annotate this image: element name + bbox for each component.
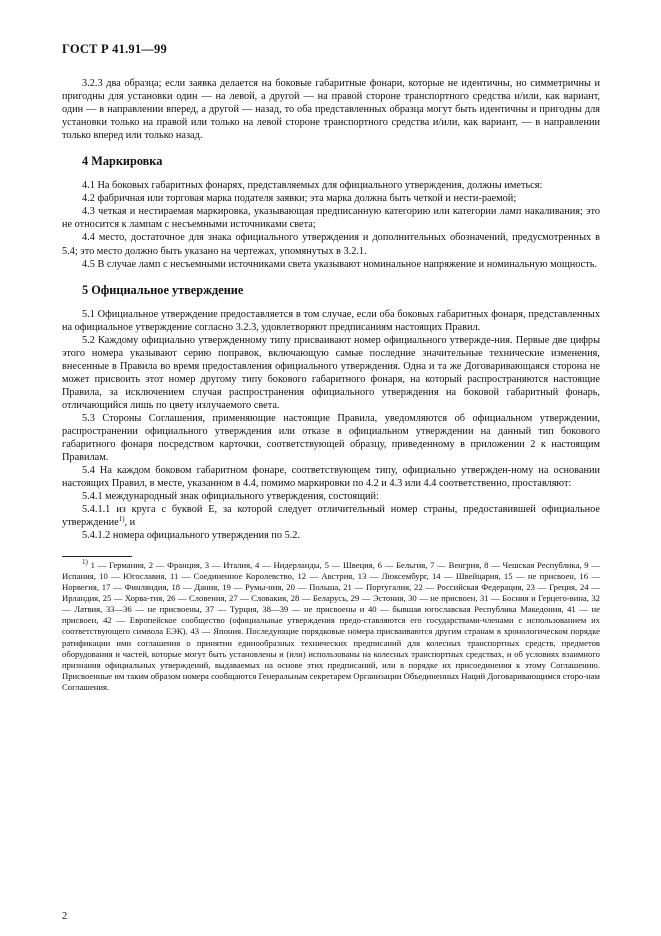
footnote-divider [62, 556, 132, 557]
footnote-reference[interactable]: 1) [118, 515, 125, 524]
paragraph-5-3: 5.3 Стороны Соглашения, применяющие настоящие Правила, уведомляются об официальном утверждении, распространении официального утверждения или отказе в официальном утверждении на данный тип бокового габаритного фонаря посредством карточки, соответствующей образцу, приведенному в приложении 2 к настоящим Правилам. [62, 413, 600, 464]
page-number: 2 [62, 911, 68, 922]
document-header: ГОСТ Р 41.91—99 [62, 42, 167, 56]
document-body [62, 77, 600, 693]
footnote-marker: 1) [82, 557, 88, 566]
paragraph-5-4: 5.4 На каждом боковом габаритном фонаре, соответствующем типу, официально утвержден-ному на основании настоящих Правил, в месте, указанном в 4.4, помимо маркировки по 4.2 и 4.3 или 4.4 соответственно, проставляют: [62, 465, 600, 490]
paragraph-4-3: 4.3 четкая и нестираемая маркировка, указывающая предписанную категорию или категории ламп накаливания; это не относится к лампам с несъемными источниками света; [62, 206, 600, 231]
paragraph-5-4-1-2: 5.4.1.2 номера официального утверждения по 5.2. [82, 530, 301, 542]
paragraph-5-4-1-1-tail: , и [124, 517, 136, 529]
paragraph-5-4-1-1 [62, 503, 600, 529]
paragraph-3-2-3: 3.2.3 два образца; если заявка делается на боковые габаритные фонари, которые не идентичны, но симметричны и пригодны для установки один — на левой, а другой — на правой стороне транспортного средства и/или, как вариант, один — в направлении вперед, а другой — назад, то оба представленных образца могут быть идентичны и пригодны для установки только на правой или только на левой стороне транспортного средства и/или, как вариант, — в направлении только вперед или только назад. [62, 78, 600, 142]
section-4-heading: 4 Маркировка [82, 154, 163, 169]
paragraph-5-4-1-1-text: 5.4.1.1 из круга с буквой Е, за которой следует отличительный номер страны, предоставившей официальное утверждение [62, 504, 600, 529]
footnote [62, 557, 600, 694]
paragraph-5-4-1: 5.4.1 международный знак официального утверждения, состоящий: [82, 491, 379, 503]
paragraph-4-4: 4.4 место, достаточное для знака официального утверждения и дополнительных обозначений, предусмотренных в 5.4; это место должно быть указано на чертежах, упомянутых в 3.2.1. [62, 232, 600, 257]
paragraph-4-5: 4.5 В случае ламп с несъемными источниками света указывают номинальное напряжение и номинальную мощность. [82, 258, 598, 270]
footnote-text: 1 — Германия, 2 — Франция, 3 — Италия, 4 — Нидерланды, 5 — Швеция, 6 — Бельгия, 7 — Венгрия, 8 — Чешская Республика, 9 — Испания, 10 — Югославия, 11 — Соединенное Королевство, 12 — Австрия, 13 — Люксембург, 14 — Швейцария, 15 — не присвоен, 16 — Норвегия, 17 — Финляндия, 18 — Дания, 19 — Румы-ния, 20 — Польша, 21 — Португалия, 22 — Российская Федерация, 23 — Греция, 24 — Ирландия, 25 — Хорва-тия, 26 — Словения, 27 — Словакия, 28 — Беларусь, 29 — Эстония, 30 — не присвоен, 31 — Босния и Герцего-вина, 32 — Латвия, 33—36 — не присвоены, 37 — Турция, 38—39 — не присвоены и 40 — бывшая югославская Республика Македония, 41 — не присвоен, 42 — Европейское сообщество (официальные утверждения предо-ставляются его государствами-членами с использованием их соответствующего символа ЕЭК). 43 — Япония. Последующие порядковые номера присваиваются другим странам в хронологическом порядке ратификации ими соглашения о принятии единообразных технических предписаний для колесных транспортных средств, предметов оборудования и частей, которые могут быть установлены и (или) использованы на колесных транспортных средствах, и об условиях взаимного признания официальных утверждений, выдаваемых на основе этих предписаний, или в порядке их присоединения к этому Соглашению. Присвоенные им таким образом номера сообщаются Генеральным секретарем Организации Объединенных Наций Договаривающимся сторо-нам Соглашения. [62, 559, 600, 693]
section-5-heading: 5 Официальное утверждение [82, 282, 244, 297]
paragraph-4-1: 4.1 На боковых габаритных фонарях, представляемых для официального утверждения, должны иметься: [82, 180, 543, 192]
paragraph-5-1: 5.1 Официальное утверждение предоставляется в том случае, если оба боковых габаритных фонаря, представленных на официальное утверждение согласно 3.2.3, удовлетворяют предписаниям настоящих Правил. [62, 308, 600, 333]
paragraph-4-2: 4.2 фабричная или торговая марка подателя заявки; эта марка должна быть четкой и нести-раемой; [82, 193, 517, 205]
paragraph-5-2: 5.2 Каждому официально утвержденному типу присваивают номер официального утвержде-ния. Первые две цифры этого номера указывают серию поправок, включающую самые последние значительные технические изменения, внесенные в Правила во время предоставления официального утверждения. Одна и та же Договаривающаяся сторона не может присвоить этот номер другому типу бокового габаритного фонаря, на который распространяются настоящие Правила, за исключением случая распространения официального утверждения на боковой габаритный фонарь, отличающийся лишь по цвету излучаемого света. [62, 334, 600, 411]
